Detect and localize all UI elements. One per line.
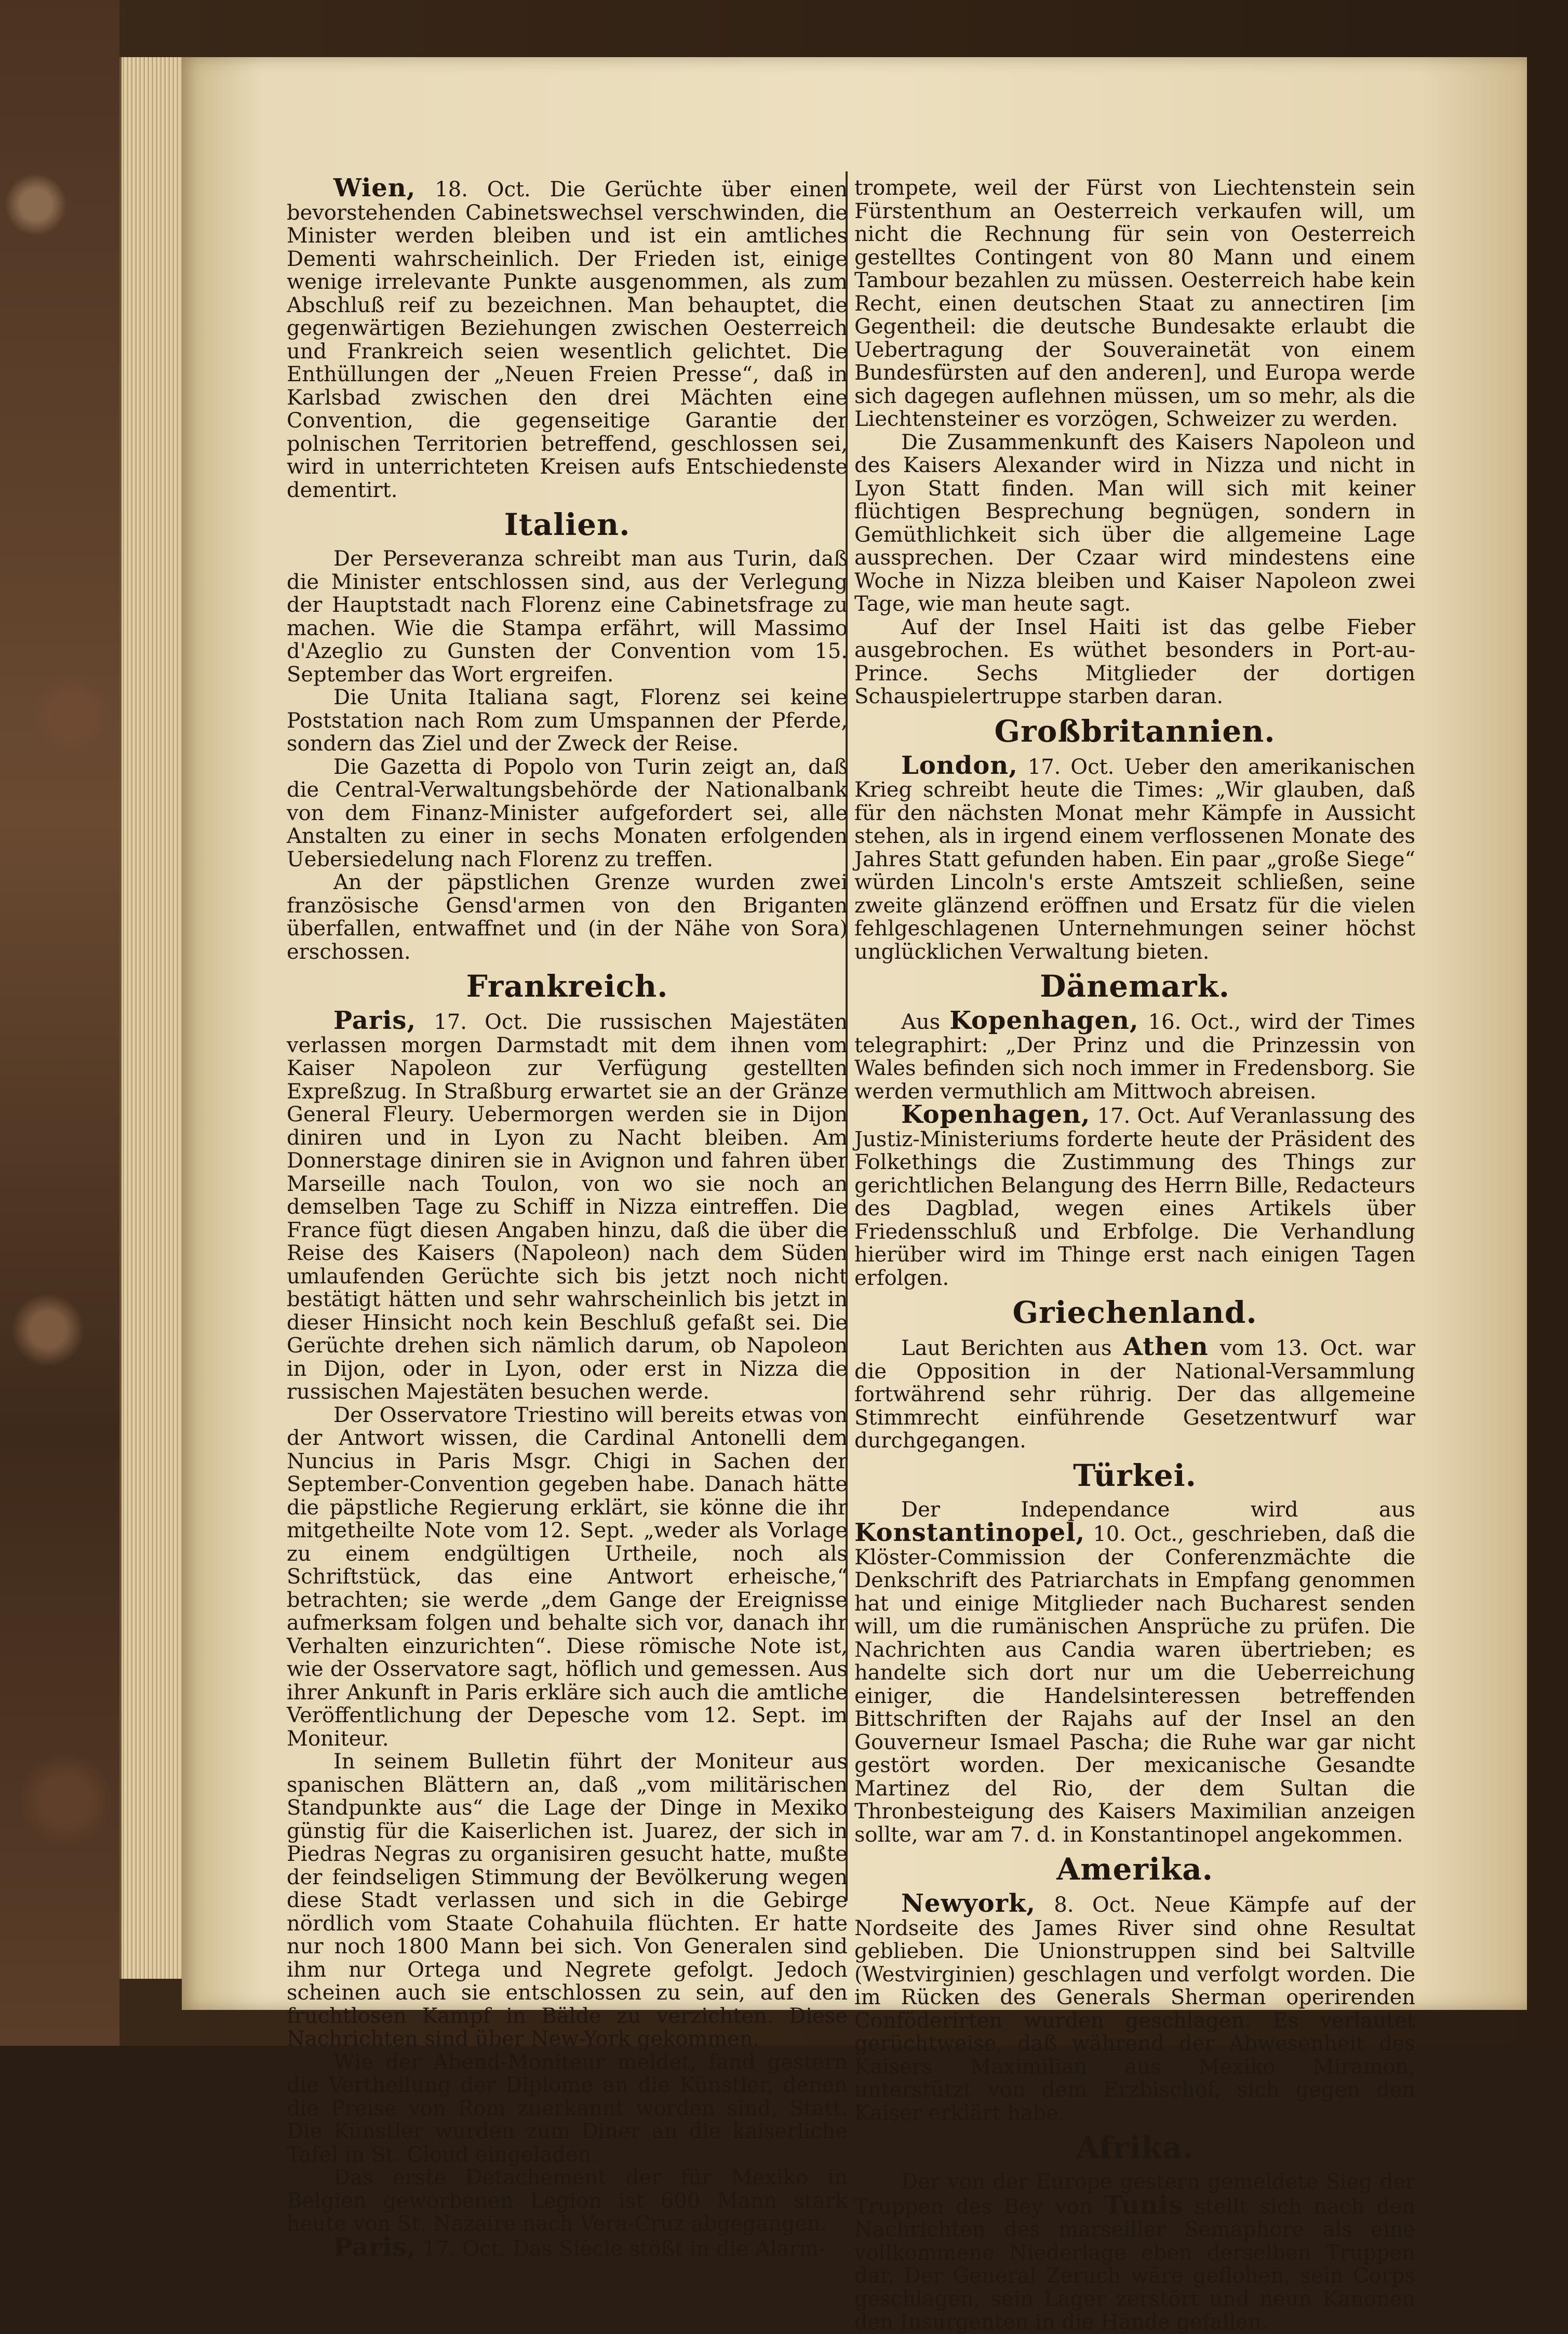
- article-frankreich-2: Der Osservatore Triestino will bereits etwas von der Antwort wissen, die Cardinal Antonelli dem Nuncius in Paris Msgr. Chigi in Sachen der September-Convention gegeben habe. Danach hätte die päpstliche Regierung erklärt, sie könne die ihr mitgetheilte Note vom 12. Sept. „weder als Vorlage zu einem endgültigen Urtheile, noch als Schriftstück, das eine Antwort erheische,“ betrachten; sie werde „dem Gange der Ereignisse aufmerksam folgen und behalte sich vor, danach ihr Verhalten einzurichten“. Diese römische Note ist, wie der Osservatore sagt, höflich und gemessen. Aus ihrer Ankunft in Paris erkläre sich auch die amtliche Veröffentlichung der Depesche vom 12. Sept. im Moniteur.: [287, 1404, 848, 1751]
- article-athen-pre: Laut Berichten aus: [901, 1336, 1123, 1360]
- article-frankreich-4: Wie der Abend-Moniteur meldet, fand gestern die Vertheilung der Diplome an die Künstler, denen die Preise von Rom zuerkannt worden sind, Statt. Die Künstler wurden zum Diner an die kaiserliche Tafel in St. Cloud eingeladen.: [287, 2051, 848, 2167]
- article-london-text: 17. Oct. Ueber den amerikanischen Krieg schreibt heute die Times: „Wir glauben, daß für den nächsten Monat mehr Kämpfe in Aussicht stehen, als in irgend einem verflossenen Monate des Jahres Statt gefunden haben. Ein paar „große Siege“ würden Lincoln's erste Amtszeit schließen, seine zweite glänzend eröffnen und Ersatz für die vielen fehlgeschlagenen Unternehmungen seiner höchst unglücklichen Verwaltung bieten.: [854, 755, 1415, 964]
- article-wien: [287, 177, 848, 502]
- page-edges: [119, 57, 189, 1979]
- dateline-london: London,: [901, 751, 1018, 780]
- section-heading-daenemark: Dänemark.: [854, 964, 1415, 1008]
- article-newyork: [854, 1892, 1415, 2125]
- article-konstantinopel-pre: Der Independance wird aus: [901, 1498, 1415, 1522]
- article-athen: [854, 1335, 1415, 1453]
- section-heading-grossbritannien: Großbritannien.: [854, 709, 1415, 753]
- dateline-tunis: Tunis: [1104, 2191, 1183, 2220]
- article-paris-2-continued-2: Die Zusammenkunft des Kaisers Napoleon und des Kaisers Alexander wird in Nizza und nicht in Lyon Statt finden. Man will sich mit keiner flüchtigen Besprechung begnügen, sondern in Gemüthlichkeit sich über die allgemeine Lage aussprechen. Der Czaar wird mindestens eine Woche in Nizza bleiben und Kaiser Napoleon zwei Tage, wie man heute sagt.: [854, 431, 1415, 616]
- article-paris-2-text: 17. Oct. Das Siècle stößt in die Alarm-: [416, 2237, 826, 2261]
- article-paris-2-continued-1: trompete, weil der Fürst von Liechtenstein sein Fürstenthum an Oesterreich verkaufen will, um nicht die Rechnung für sein von Oesterreich gestelltes Contingent von 80 Mann und einem Tambour bezahlen zu müssen. Oesterreich habe kein Recht, einen deutschen Staat zu annectiren [im Gegentheil: die deutsche Bundesakte erlaubt die Uebertragung der Souverainetät von einem Bundesfürsten auf den anderen], und Europa werde sich dagegen auflehnen müssen, um so mehr, als die Liechtensteiner es vorzögen, Schweizer zu werden.: [854, 177, 1415, 431]
- article-kopenhagen-1-pre: Aus: [901, 1010, 949, 1034]
- article-italien-1: Der Perseveranza schreibt man aus Turin, daß die Minister entschlossen sind, aus der Verlegung der Hauptstadt nach Florenz eine Cabinetsfrage zu machen. Wie die Stampa erfährt, will Massimo d'Azeglio zu Gunsten der Convention vom 15. September das Wort ergreifen.: [287, 547, 848, 686]
- article-paris-1: [287, 1009, 848, 1404]
- right-column: [854, 177, 1415, 2334]
- article-italien-3: Die Gazetta di Popolo von Turin zeigt an, daß die Central-Verwaltungsbehörde der Nationalbank von dem Finanz-Minister aufgefordert sei, alle Anstalten zu einer in sechs Monaten erfolgenden Uebersiedelung nach Florenz zu treffen.: [287, 756, 848, 871]
- section-heading-italien: Italien.: [287, 503, 848, 546]
- article-paris-2: [287, 2236, 848, 2261]
- dateline-newyork: Newyork,: [901, 1889, 1036, 1918]
- left-column: [287, 177, 848, 2260]
- article-tunis: [854, 2170, 1415, 2334]
- article-konstantinopel: [854, 1498, 1415, 1847]
- marbled-book-edge: [0, 0, 119, 2046]
- article-kopenhagen-2-text: 17. Oct. Auf Veranlassung des Justiz-Ministeriums forderte heute der Präsident des Folkethings die Zustimmung des Things zur gerichtlichen Belangung des Herrn Bille, Redacteurs des Dagblad, wegen eines Artikels über Friedensschluß und Erbfolge. Die Verhandlung hierüber wird im Thinge erst nach einigen Tagen erfolgen.: [854, 1104, 1415, 1290]
- dateline-wien: Wien,: [333, 173, 416, 203]
- dateline-paris-1: Paris,: [333, 1006, 416, 1035]
- dateline-paris-2: Paris,: [333, 2233, 416, 2262]
- article-kopenhagen-1: [854, 1009, 1415, 1103]
- article-wien-text: 18. Oct. Die Gerüchte über einen bevorstehenden Cabinetswechsel verschwinden, die Minister werden bleiben und ist ein amtliches Dementi wahrscheinlich. Der Frieden ist, einige wenige irrelevante Punkte ausgenommen, als zum Abschluß reif zu bezeichnen. Man behauptet, die gegenwärtigen Beziehungen zwischen Oesterreich und Frankreich seien wesentlich gelichtet. Die Enthüllungen der „Neuen Freien Presse“, daß in Karlsbad zwischen den drei Mächten eine Convention, die gegenseitige Garantie der polnischen Territorien betreffend, geschlossen sei, wird in unterrichteten Kreisen aufs Entschiedenste dementirt.: [287, 178, 848, 502]
- dateline-kopenhagen-1: Kopenhagen,: [949, 1006, 1138, 1035]
- dateline-konstantinopel: Konstantinopel,: [854, 1518, 1085, 1547]
- section-heading-tuerkei: Türkei.: [854, 1454, 1415, 1497]
- dateline-kopenhagen-2: Kopenhagen,: [901, 1100, 1090, 1129]
- section-heading-afrika: Afrika.: [854, 2126, 1415, 2169]
- article-athen-text: vom 13. Oct. war die Opposition in der National-Versammlung fortwährend sehr rührig. Der das allgemeine Stimmrecht einführende Gesetzentwurf war durchgegangen.: [854, 1336, 1415, 1453]
- article-frankreich-3: In seinem Bulletin führt der Moniteur aus spanischen Blättern an, daß „vom militärischen Standpunkte aus“ die Lage der Dinge in Mexiko günstig für die Kaiserlichen ist. Juarez, der sich in Piedras Negras zu organisiren gesucht hatte, mußte der feindseligen Stimmung der Bevölkerung wegen diese Stadt verlassen und sich in die Gebirge nördlich vom Staate Cohahuila flüchten. Er hatte nur noch 1800 Mann bei sich. Von Generalen sind ihm nur Ortega und Negrete gefolgt. Jedoch scheinen auch sie entschlossen zu sein, auf den fruchtlosen Kampf in Bälde zu verzichten. Diese Nachrichten sind über New-York gekommen.: [287, 1750, 848, 2051]
- article-italien-2: Die Unita Italiana sagt, Florenz sei keine Poststation nach Rom zum Umspannen der Pferde, sondern das Ziel und der Zweck der Reise.: [287, 686, 848, 756]
- section-heading-amerika: Amerika.: [854, 1847, 1415, 1891]
- article-konstantinopel-text: 10. Oct., geschrieben, daß die Klöster-Commission der Conferenzmächte die Denkschrift des Patriarchats in Empfang genommen hat und einige Mitglieder nach Bucharest senden will, um die rumänischen Ansprüche zu prüfen. Die Nachrichten aus Candia waren übertrieben; es handelte sich dort nur um die Ueberreichung einiger, die Handelsinteressen betreffenden Bittschriften der Rajahs auf der Insel an den Gouverneur Ismael Pascha; die Ruhe war gar nicht gestört worden. Der mexicanische Gesandte Martinez del Rio, der dem Sultan die Thronbesteigung des Kaisers Maximilian anzeigen sollte, war am 7. d. in Konstantinopel angekommen.: [854, 1522, 1415, 1847]
- article-paris-1-text: 17. Oct. Die russischen Majestäten verlassen morgen Darmstadt mit dem ihnen vom Kaiser Napoleon zur Verfügung gestellten Expreßzug. In Straßburg erwartet sie an der Gränze General Fleury. Uebermorgen werden sie in Dijon diniren und in Lyon zu Nacht bleiben. Am Donnerstage diniren sie in Avignon und fahren über Marseille nach Toulon, von wo sie noch an demselben Tage zu Schiff in Nizza eintreffen. Die France fügt diesen Angaben hinzu, daß die über die Reise des Kaisers (Napoleon) nach dem Süden umlaufenden Gerüchte sich bis jetzt noch nicht bestätigt hätten und sehr wahrscheinlich bis jetzt in dieser Hinsicht noch kein Beschluß gefaßt sei. Die Gerüchte drehen sich nämlich darum, ob Napoleon in Dijon, oder in Lyon, oder erst in Nizza die russischen Majestäten besuchen werde.: [287, 1010, 848, 1404]
- article-tunis-pre: Der von der Europe gestern gemeldete Sieg der Truppen des Bey von: [854, 2170, 1415, 2219]
- article-london: [854, 754, 1415, 964]
- section-heading-griechenland: Griechenland.: [854, 1291, 1415, 1334]
- article-italien-4: An der päpstlichen Grenze wurden zwei französische Gensd'armen von den Briganten überfallen, entwaffnet und (in der Nähe von Sora) erschossen.: [287, 871, 848, 963]
- article-newyork-text: 8. Oct. Neue Kämpfe auf der Nordseite des James River sind ohne Resultat geblieben. Die Unionstruppen sind bei Saltville (Westvirginien) geschlagen und verfolgt worden. Die im Rücken des Generals Sherman operirenden Conföderirten wurden geschlagen. Es verlautet gerüchtweise, daß während der Abwesenheit des Kaisers Maximilian aus Mexiko Miramon, unterstützt von dem Erzbischof, sich gegen den Kaiser erklärt habe.: [854, 1893, 1415, 2125]
- article-kopenhagen-2: [854, 1103, 1415, 1290]
- article-frankreich-5: Das erste Detachement der für Mexiko in Belgien geworbenen Legion ist 600 Mann stark heute von St. Nazaire nach Vera-Cruz abgegangen.: [287, 2166, 848, 2236]
- article-kopenhagen-1-text: 16. Oct., wird der Times telegraphirt: „Der Prinz und die Prinzessin von Wales befinden sich noch immer in Fredensborg. Sie werden vermuthlich am Mittwoch abreisen.: [854, 1010, 1415, 1104]
- article-tunis-text: stellt sich nach den Nachrichten des marseiller Semaphore als eine vollkommene Niederlage eben derselben Truppen dar. Der General Zeruch wäre geflohen, sein Corps geschlagen, sein Lager zerstört und neun Kanonen den Insurgenten in die Hände gefallen.: [854, 2195, 1415, 2334]
- dateline-athen: Athen: [1123, 1332, 1209, 1361]
- section-heading-frankreich: Frankreich.: [287, 964, 848, 1008]
- article-paris-2-continued-3: Auf der Insel Haiti ist das gelbe Fieber ausgebrochen. Es wüthet besonders in Port-au-Prince. Sechs Mitglieder der dortigen Schauspielertruppe starben daran.: [854, 616, 1415, 708]
